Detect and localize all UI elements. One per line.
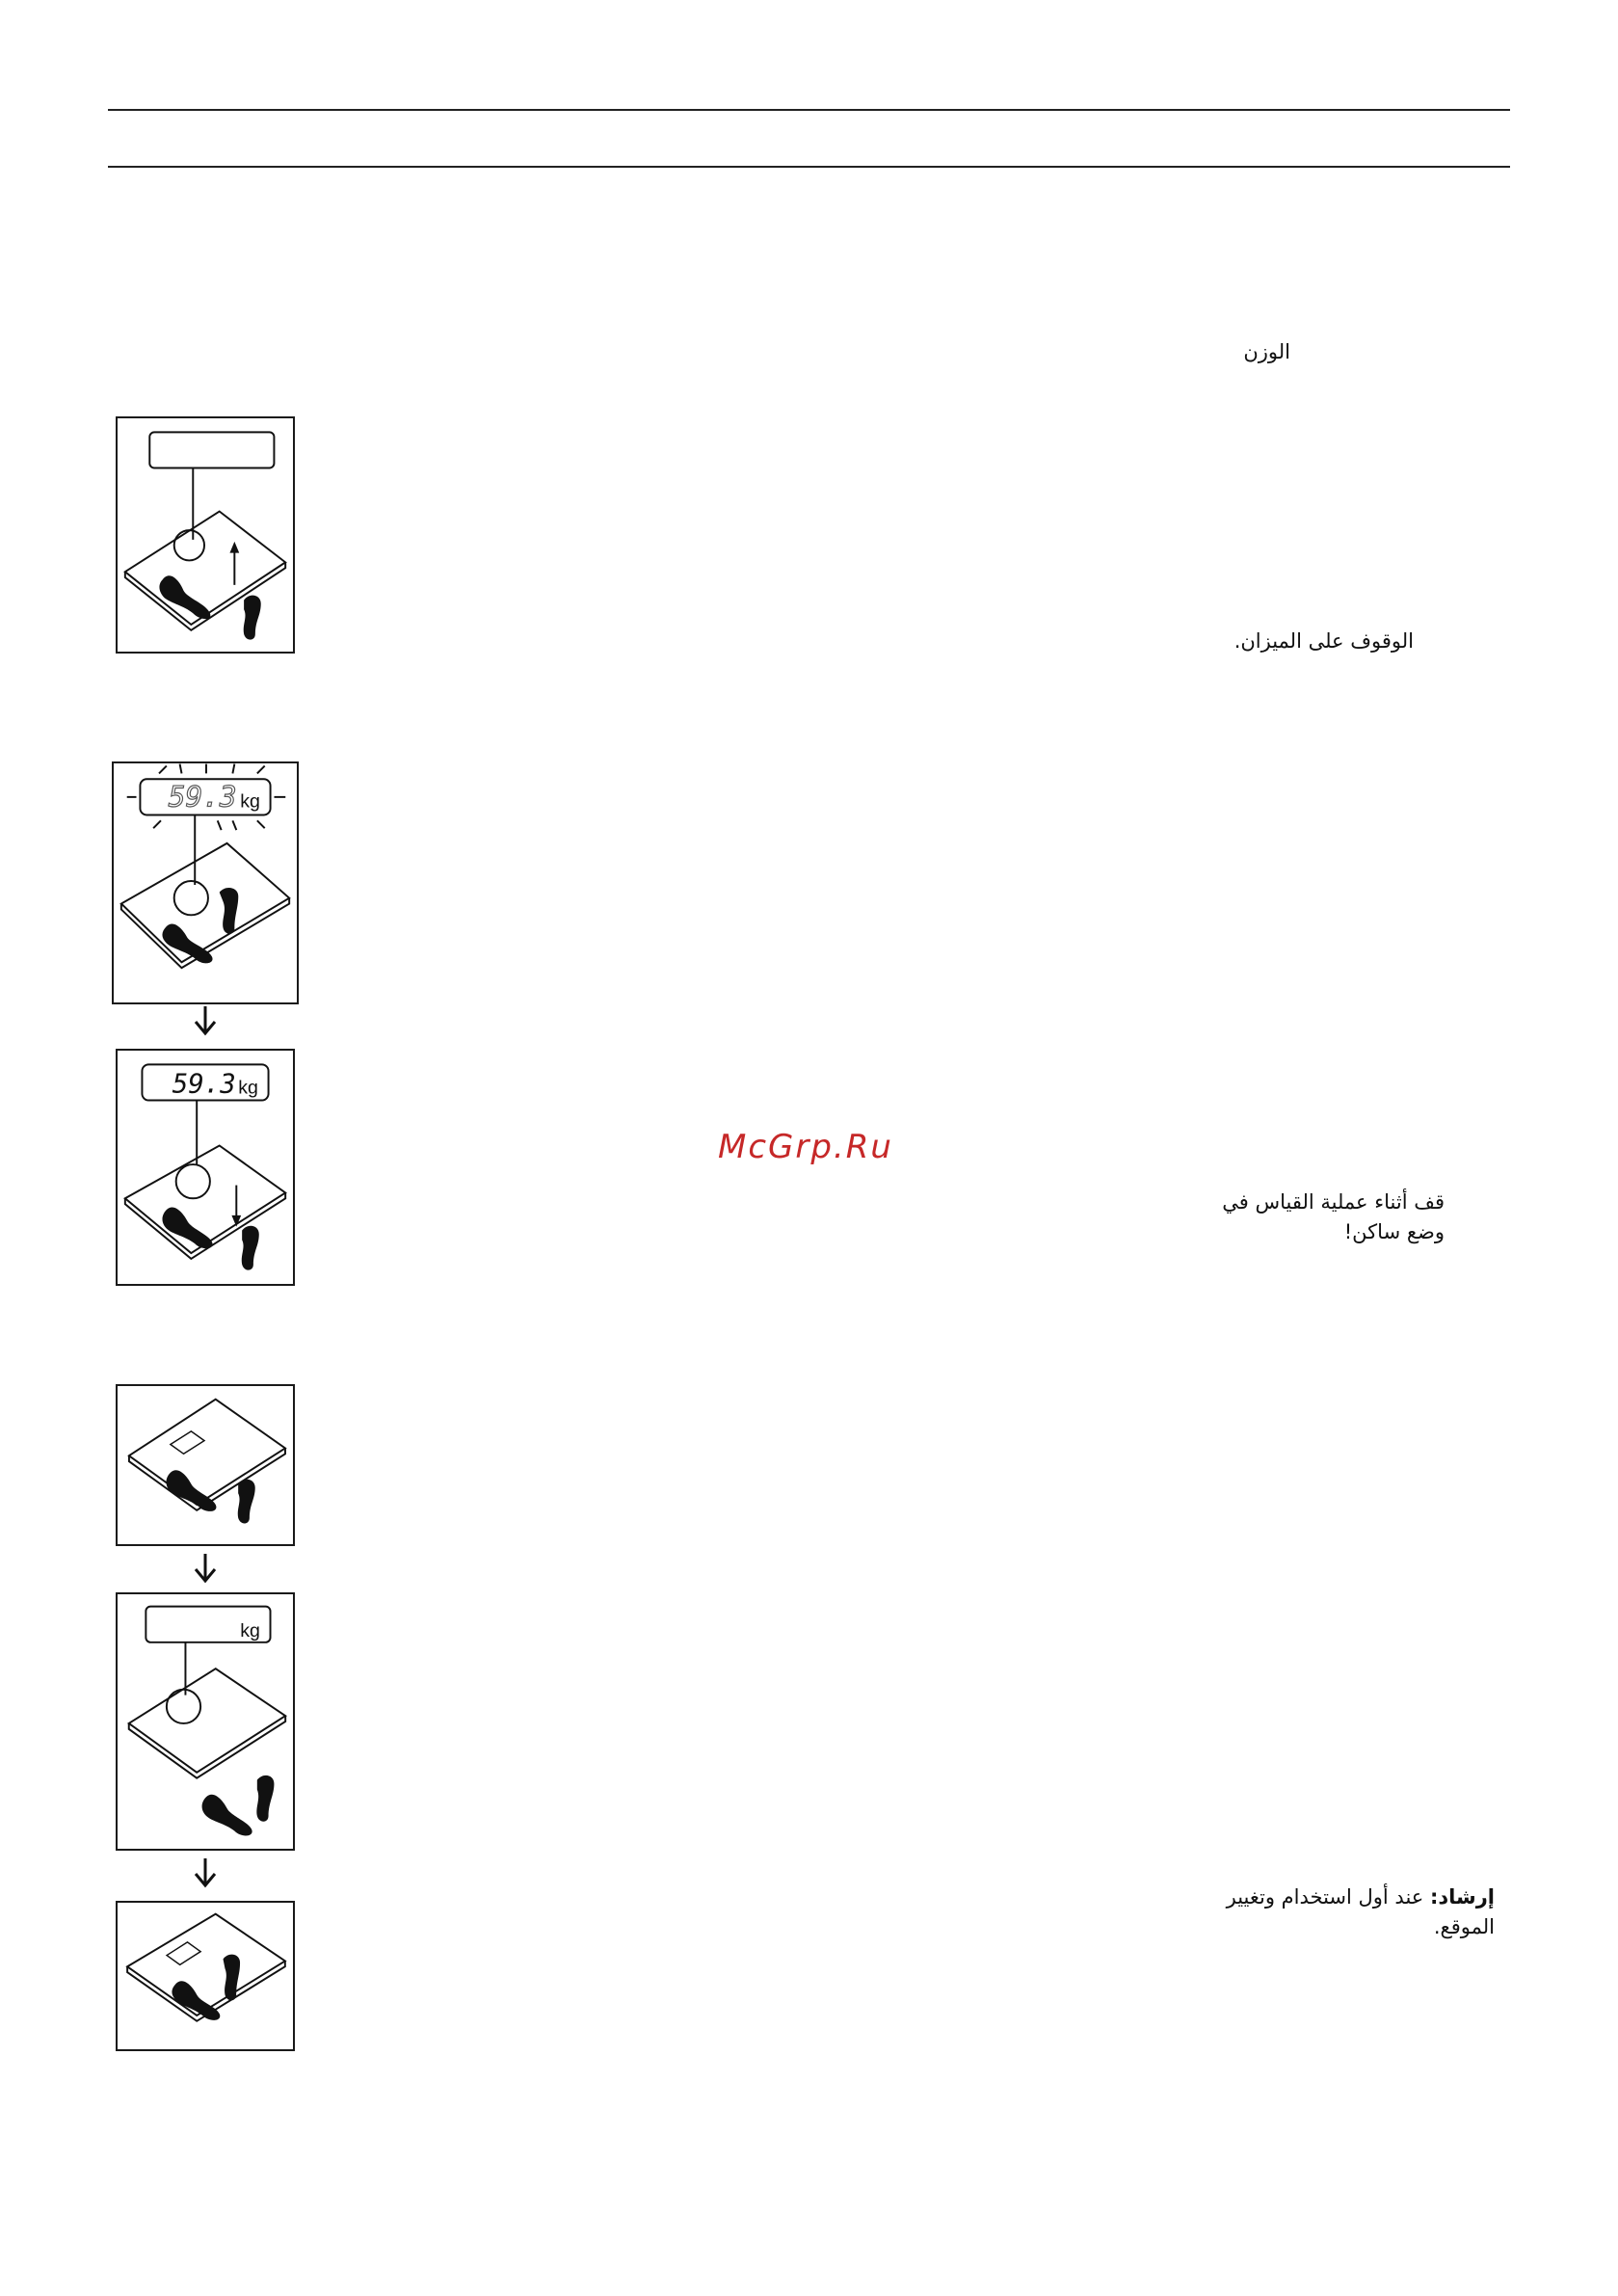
step2-text <box>1001 1188 1445 1247</box>
final-display-value: 59.3 <box>172 1069 236 1100</box>
empty-display-unit: kg <box>240 1619 260 1642</box>
note-line2: الموقع. <box>1433 1915 1495 1938</box>
step1-text: الوقوف على الميزان. <box>1233 629 1414 653</box>
figure-empty-display <box>116 1592 295 1851</box>
scale-final-display-illustration <box>118 1051 293 1284</box>
arrow-down-icon <box>193 1554 218 1585</box>
scale-standing-illustration <box>118 1903 293 2049</box>
flashing-display-unit: kg <box>240 790 260 813</box>
figure-scale-idle <box>116 1384 295 1546</box>
watermark: McGrp.Ru <box>718 1128 893 1166</box>
scale-idle-illustration <box>118 1386 293 1544</box>
step2-line2: وضع ساكن! <box>1343 1220 1445 1243</box>
arrow-down-icon <box>193 1006 218 1037</box>
scale-stepping-on-illustration <box>118 418 293 652</box>
figure-final-display <box>116 1049 295 1286</box>
note-line1-text: عند أول استخدام وتغيير <box>1226 1885 1430 1909</box>
figure-step-on <box>116 416 295 654</box>
step2-line1: قف أثناء عملية القياس في <box>1222 1190 1445 1214</box>
header-rule-top <box>108 109 1510 111</box>
figure-flashing-display <box>112 761 299 1004</box>
scale-empty-display-illustration <box>118 1594 293 1849</box>
header-rule-bottom <box>108 166 1510 168</box>
final-display-unit: kg <box>238 1077 258 1099</box>
arrow-down-icon <box>193 1858 218 1889</box>
note-line1 <box>994 1882 1495 1912</box>
note-text <box>994 1882 1495 1942</box>
scale-flashing-display-illustration <box>114 763 297 1002</box>
note-label: إرشاد: <box>1430 1885 1495 1909</box>
figure-standing <box>116 1901 295 2051</box>
flashing-display-value: 59.3 <box>168 780 237 814</box>
section-title: الوزن <box>1243 340 1290 363</box>
